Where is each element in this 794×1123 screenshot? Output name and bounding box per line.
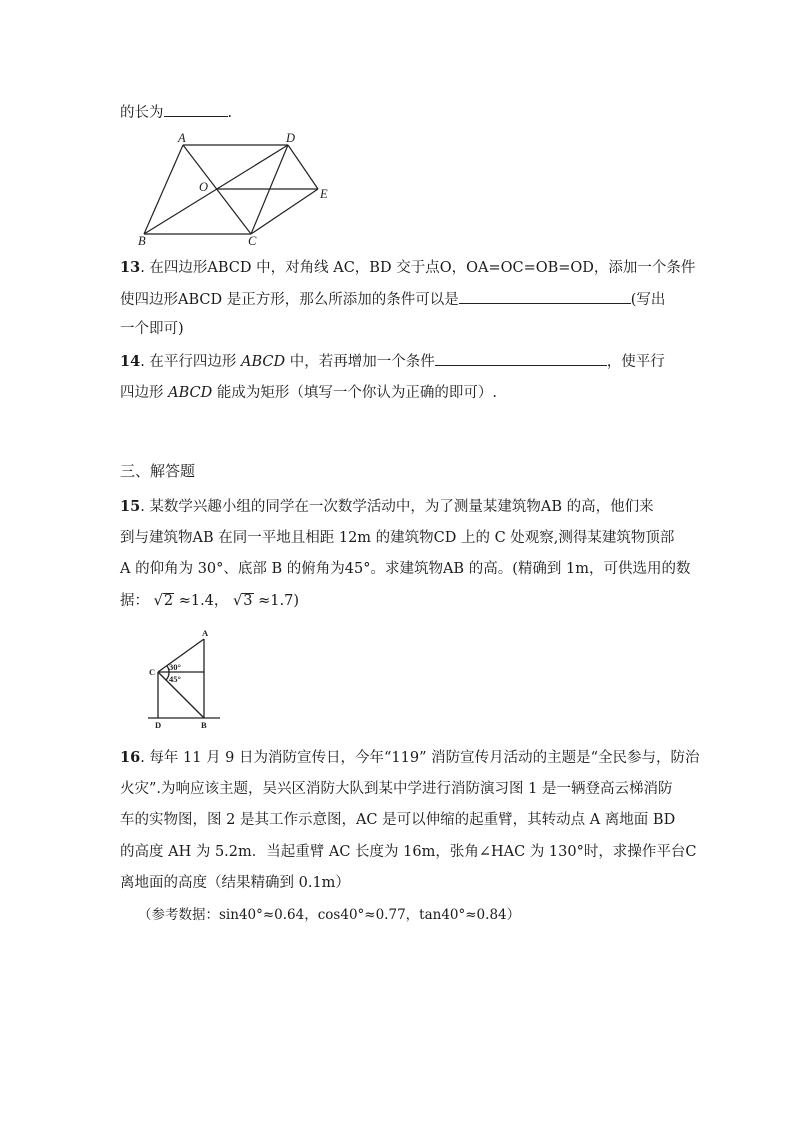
question-15-line-1: 15. 某数学兴趣小组的同学在一次数学活动中，为了测量某建筑物AB 的高，他们来 (120, 498, 654, 515)
fig2-label-A: A (202, 628, 209, 638)
parallelogram-figure (130, 128, 340, 253)
question-15-line-3: A 的仰角为 30°、底部 B 的俯角为45°。求建筑物AB 的高。(精确到 1m，可供选用的数 (120, 561, 691, 577)
q13-answer-blank (459, 289, 631, 304)
question-16-line-1: 16. 每年 11 月 9 日为消防宣传日，今年“119” 消防宣传月活动的主题是“全民参与，防治 (120, 749, 700, 766)
sqrt-2: 2 (163, 593, 174, 609)
sqrt-3: 3 (243, 593, 253, 609)
question-15-line-4: 据： √2 ≈1.4， √3 ≈1.7) (120, 593, 299, 609)
section-heading: 三、解答题 (120, 462, 196, 480)
label-E: E (320, 187, 328, 201)
question-16-line-3: 车的实物图，图 2 是其工作示意图，AC 是可以伸缩的起重臂，其转动点 A 离地面 BD (120, 812, 676, 828)
fig2-angle-45: 45° (169, 674, 181, 684)
answer-blank (164, 102, 228, 117)
question-13-line-2: 使四边形ABCD 是正方形，那么所添加的条件可以是 (写出 (120, 289, 665, 310)
question-16-line-4: 的高度 AH 为 5.2m．当起重臂 AC 长度为 16m，张角∠HAC 为 130°时，求操作平台C (120, 844, 697, 860)
answer-label: 的长为 (120, 105, 164, 121)
question-16-line-2: 火灾”.为响应该主题，吴兴区消防大队到某中学进行消防演习图 1 是一辆登高云梯消防 (120, 781, 673, 797)
label-C: C (248, 234, 257, 248)
question-14-line-2: 四边形 ABCD 能成为矩形（填写一个你认为正确的即可）. (120, 385, 497, 401)
question-16-line-5: 离地面的高度（结果精确到 0.1m） (120, 875, 350, 891)
label-O: O (199, 180, 209, 194)
fig2-label-B: B (201, 720, 207, 730)
q14-answer-blank (435, 351, 607, 366)
fig2-angle-30: 30° (169, 662, 181, 672)
label-B: B (138, 234, 146, 248)
reference-data: （参考数据：sin40°≈0.64，cos40°≈0.77，tan40°≈0.84） (138, 907, 521, 923)
fig2-label-D: D (155, 720, 162, 730)
question-15-line-2: 到与建筑物AB 在同一平地且相距 12m 的建筑物CD 上的 C 处观察,测得某建筑物顶部 (120, 530, 675, 546)
label-A: A (178, 131, 186, 145)
fig2-label-C: C (149, 667, 156, 677)
building-figure (140, 626, 230, 731)
question-14-line-1: 14. 在平行四边形 ABCD 中，若再增加一个条件 ，使平行 (120, 353, 665, 370)
question-13-line-1: 13. 在四边形ABCD 中，对角线 AC，BD 交于点O，OA=OC=OB=OD，添加一个条件 (120, 259, 696, 276)
label-D: D (286, 131, 296, 145)
question-13-line-3: 一个即可) (120, 321, 184, 337)
answer-line-12: 的长为 . (120, 102, 232, 123)
